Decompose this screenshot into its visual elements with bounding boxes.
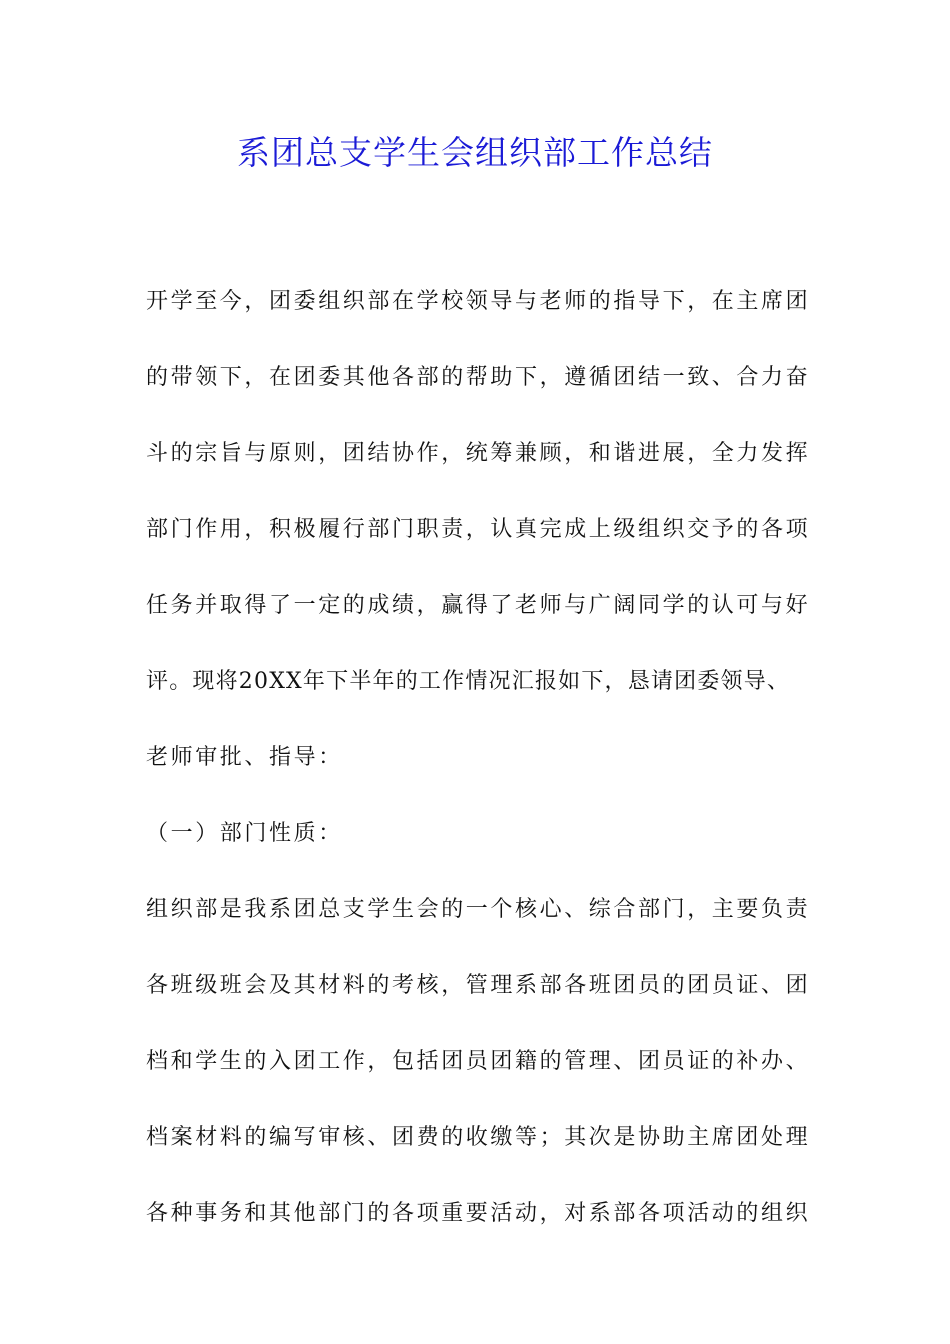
body-line: 斗的宗旨与原则，团结协作，统筹兼顾，和谐进展，全力发挥	[146, 441, 811, 466]
body-line: 任务并取得了一定的成绩，赢得了老师与广阔同学的认可与好	[146, 593, 811, 618]
body-line: 各班级班会及其材料的考核，管理系部各班团员的团员证、团	[146, 973, 811, 998]
section-heading: （一）部门性质：	[146, 821, 343, 846]
body-line: 档和学生的入团工作，包括团员团籍的管理、团员证的补办、	[146, 1049, 811, 1074]
body-line: 开学至今，团委组织部在学校领导与老师的指导下，在主席团	[146, 289, 811, 314]
document-body	[146, 264, 816, 1252]
body-line: 档案材料的编写审核、团费的收缴等；其次是协助主席团处理	[146, 1125, 811, 1150]
body-line: 的带领下，在团委其他各部的帮助下，遵循团结一致、合力奋	[146, 365, 811, 390]
body-line: 各种事务和其他部门的各项重要活动，对系部各项活动的组织	[146, 1201, 811, 1226]
document-title: 系团总支学生会组织部工作总结	[237, 133, 713, 172]
body-line: 老师审批、指导：	[146, 745, 343, 770]
body-line: 评。现将20XX年下半年的工作情况汇报如下，恳请团委领导、	[146, 669, 791, 694]
body-line: 部门作用，积极履行部门职责，认真完成上级组织交予的各项	[146, 517, 811, 542]
body-line: 组织部是我系团总支学生会的一个核心、综合部门，主要负责	[146, 897, 811, 922]
